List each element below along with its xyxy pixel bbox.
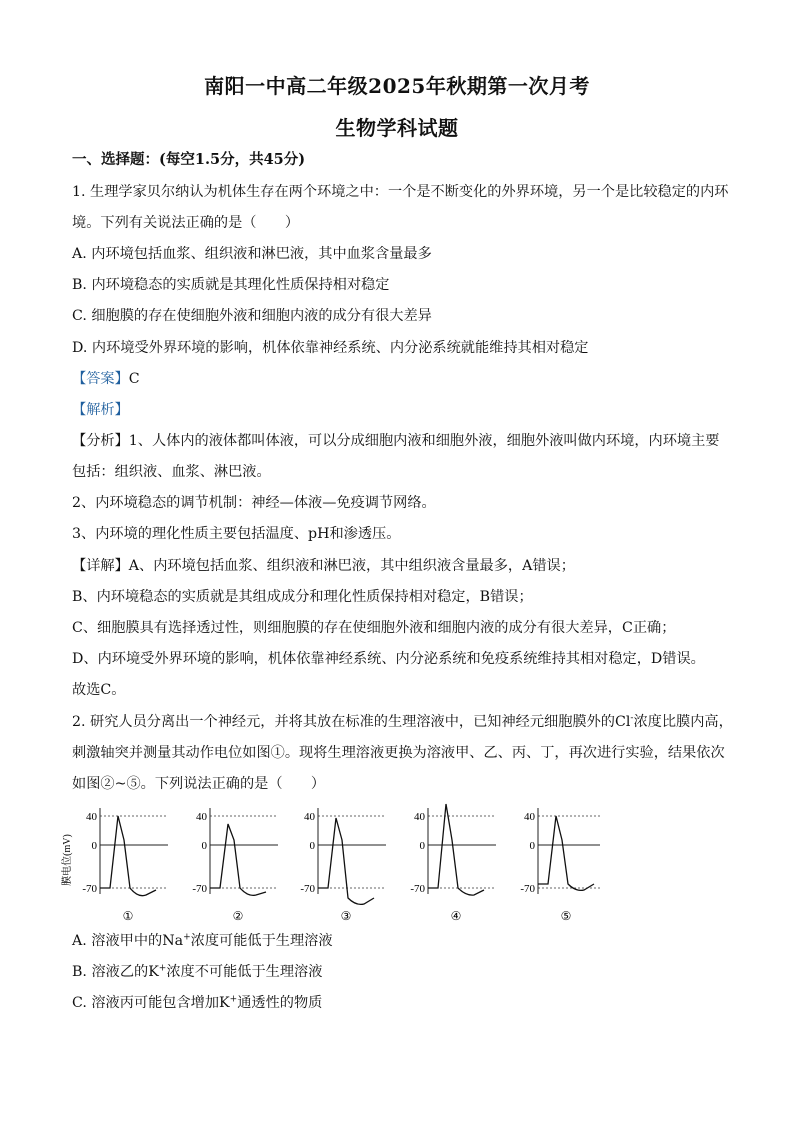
q2-option-c: C. 溶液丙可能包含增加K+通透性的物质 — [72, 994, 323, 1011]
q1-option-a: A. 内环境包括血浆、组织液和淋巴液，其中血浆含量最多 — [72, 246, 432, 262]
detail-tag: 【详解】 — [72, 558, 129, 574]
q2-stem-line2: 刺激轴突并测量其动作电位如图①。现将生理溶液更换为溶液甲、乙、丙、丁，再次进行实验，结果依次 — [72, 745, 725, 761]
action-potential-figure — [60, 800, 600, 930]
fenxi-tag: 【分析】 — [72, 433, 129, 449]
exam-subject: 生物学科试题 — [335, 116, 459, 140]
q2-stem-line1: 2. 研究人员分离出一个神经元，并将其放在标准的生理溶液中，已知神经元细胞膜外的Cl-浓度比膜内高， — [72, 713, 733, 730]
q1-stem-line1: 1. 生理学家贝尔纳认为机体生存在两个环境之中：一个是不断变化的外界环境，另一个是比较稳定的内环 — [72, 184, 729, 200]
q2-stem-line3: 如图②~⑤。下列说法正确的是（ ） — [72, 776, 326, 792]
tick-label: 0 — [419, 840, 425, 852]
detail-line1: 【详解】A、内环境包括血浆、组织液和淋巴液，其中组织液含量最多，A错误； — [72, 558, 575, 574]
fenxi-line4: 3、内环境的理化性质主要包括温度、pH和渗透压。 — [72, 526, 401, 542]
detail-line2: B、内环境稳态的实质就是其组成成分和理化性质保持相对稳定，B错误； — [72, 589, 533, 605]
action-potential-curve — [100, 816, 156, 896]
detail-line4: D、内环境受外界环境的影响，机体依靠神经系统、内分泌系统和免疫系统维持其相对稳定，D错误。 — [72, 651, 705, 667]
ap-panel — [82, 808, 168, 923]
q1-option-b: B. 内环境稳态的实质就是其理化性质保持相对稳定 — [72, 277, 390, 293]
analysis-tag: 【解析】 — [72, 402, 129, 418]
action-potential-curve — [210, 824, 266, 895]
action-potential-curve — [428, 804, 484, 895]
panel-label: ① — [122, 909, 134, 923]
section-heading: 一、选择题：(每空1.5分，共45分) — [72, 151, 306, 168]
exam-title: 南阳一中高二年级2025年秋期第一次月考 — [204, 74, 590, 98]
panel-label: ③ — [340, 909, 352, 923]
q1-answer — [72, 369, 728, 389]
ap-panel — [520, 808, 600, 923]
action-potential-curve — [538, 816, 594, 890]
tick-label: 0 — [529, 840, 535, 852]
action-potential-curve — [318, 818, 374, 904]
tick-label: 0 — [91, 840, 97, 852]
panel-label: ④ — [450, 909, 462, 923]
tick-label: 40 — [524, 811, 535, 823]
tick-label: -70 — [300, 883, 315, 895]
answer-value: C — [128, 371, 140, 387]
tick-label: -70 — [410, 883, 425, 895]
tick-label: 40 — [414, 811, 425, 823]
ap-panel — [192, 808, 278, 923]
y-axis-label: 膜电位(mV) — [62, 834, 73, 886]
fenxi-line3: 2、内环境稳态的调节机制：神经—体液—免疫调节网络。 — [72, 495, 436, 511]
ap-panel — [410, 804, 496, 923]
q1-option-c: C. 细胞膜的存在使细胞外液和细胞内液的成分有很大差异 — [72, 308, 432, 324]
answer-tag: 【答案】 — [72, 371, 129, 387]
tick-label: 40 — [86, 811, 97, 823]
tick-label: -70 — [192, 883, 207, 895]
q2-option-a: A. 溶液甲中的Na+浓度可能低于生理溶液 — [72, 932, 333, 949]
tick-label: 0 — [201, 840, 207, 852]
q2-option-b: B. 溶液乙的K+浓度不可能低于生理溶液 — [72, 963, 323, 980]
fenxi-line1: 【分析】1、人体内的液体都叫体液，可以分成细胞内液和细胞外液，细胞外液叫做内环境，内环境主要 — [72, 433, 720, 449]
q1-conclusion: 故选C。 — [72, 682, 126, 698]
q1-stem-line2: 境。下列有关说法正确的是（ ） — [72, 215, 300, 231]
q1-option-d: D. 内环境受外界环境的影响，机体依靠神经系统、内分泌系统就能维持其相对稳定 — [72, 340, 589, 356]
tick-label: 40 — [304, 811, 315, 823]
panel-label: ② — [232, 909, 244, 923]
panel-label: ⑤ — [560, 909, 572, 923]
graph-panels — [82, 804, 600, 923]
action-potential-graphs — [60, 800, 600, 930]
tick-label: -70 — [520, 883, 535, 895]
detail-line3: C、细胞膜具有选择透过性，则细胞膜的存在使细胞外液和细胞内液的成分有很大差异，C正确； — [72, 620, 676, 636]
tick-label: 40 — [196, 811, 207, 823]
tick-label: 0 — [309, 840, 315, 852]
ap-panel — [300, 808, 386, 923]
fenxi-line2: 包括：组织液、血浆、淋巴液。 — [72, 464, 271, 480]
tick-label: -70 — [82, 883, 97, 895]
